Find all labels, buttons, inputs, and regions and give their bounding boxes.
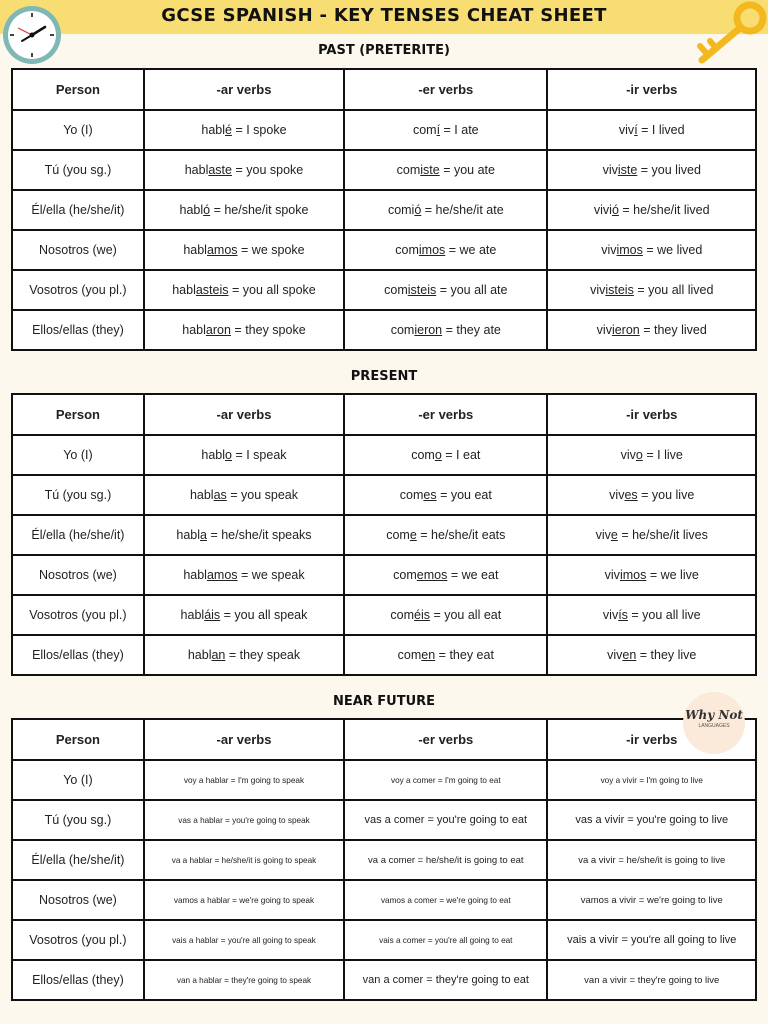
translation: = you ate	[439, 163, 495, 177]
table-row	[12, 515, 756, 555]
verb-stem: comi	[387, 203, 415, 217]
translation: = they live	[636, 648, 697, 662]
verb-ending: ó	[414, 203, 422, 217]
verb-stem: viv	[604, 568, 620, 582]
conjugation-cell: voy a hablar = I'm going to speak	[144, 760, 344, 800]
translation: = they spoke	[230, 323, 306, 337]
conjugation-cell	[144, 635, 344, 675]
conjugation-cell: va a vivir = he/she/it is going to live	[547, 840, 756, 880]
header-row	[12, 69, 756, 110]
table-row	[12, 475, 756, 515]
translation: = you all eat	[429, 608, 502, 622]
translation: = you speak	[226, 488, 299, 502]
verb-stem: com	[390, 608, 414, 622]
verb-stem: viv	[602, 163, 618, 177]
table-row	[12, 920, 756, 960]
conjugation-cell: voy a vivir = I'm going to live	[547, 760, 756, 800]
conjugation-cell	[144, 150, 344, 190]
conjugation-cell	[344, 555, 547, 595]
translation: = I ate	[440, 123, 479, 137]
conjugation-cell: vamos a hablar = we're going to speak	[144, 880, 344, 920]
header-row	[12, 719, 756, 760]
verb-stem: com	[412, 123, 437, 137]
verb-stem: habl	[183, 243, 207, 257]
table-row	[12, 880, 756, 920]
conjugation-cell	[547, 150, 756, 190]
verb-stem: viv	[607, 648, 623, 662]
table-row	[12, 435, 756, 475]
verb-ending: ó	[611, 203, 619, 217]
conjugation-cell	[144, 435, 344, 475]
translation: = I live	[642, 448, 683, 462]
verb-ending: aste	[208, 163, 232, 177]
conjugation-cell: va a hablar = he/she/it is going to speak	[144, 840, 344, 880]
conjugation-cell: vais a comer = you're all going to eat	[344, 920, 547, 960]
translation: = he/she/it speaks	[206, 528, 312, 542]
translation: = we lived	[642, 243, 703, 257]
verb-ending: é	[225, 123, 232, 137]
table-row	[12, 270, 756, 310]
verb-stem: viv	[590, 283, 606, 297]
verb-ending: amos	[206, 243, 238, 257]
verb-stem: viv	[618, 123, 635, 137]
column-header: -er verbs	[344, 69, 547, 110]
column-header: -ar verbs	[144, 69, 344, 110]
verb-ending: o	[225, 448, 232, 462]
section-title-present: PRESENT	[350, 369, 418, 384]
table-row	[12, 960, 756, 1000]
conjugation-cell: vamos a vivir = we're going to live	[547, 880, 756, 920]
conjugation-cell	[547, 555, 756, 595]
column-header: -ir verbs	[547, 69, 756, 110]
present-table	[11, 393, 757, 676]
translation: = we spoke	[237, 243, 305, 257]
conjugation-cell	[144, 270, 344, 310]
conjugation-cell	[344, 230, 547, 270]
conjugation-cell: vais a hablar = you're all going to speak	[144, 920, 344, 960]
person-cell: Ellos/ellas (they)	[12, 960, 144, 1000]
translation: = they ate	[442, 323, 501, 337]
translation: = you live	[637, 488, 695, 502]
conjugation-cell	[144, 110, 344, 150]
verb-stem: viv	[596, 323, 612, 337]
verb-ending: í	[436, 123, 441, 137]
conjugation-cell	[344, 310, 547, 350]
conjugation-cell	[144, 555, 344, 595]
table-row	[12, 230, 756, 270]
verb-stem: habl	[201, 123, 226, 137]
conjugation-cell	[547, 635, 756, 675]
conjugation-cell	[344, 635, 547, 675]
person-cell: Tú (you sg.)	[12, 150, 144, 190]
conjugation-cell: van a comer = they're going to eat	[344, 960, 547, 1000]
translation: = I speak	[231, 448, 287, 462]
translation: = you lived	[637, 163, 701, 177]
column-header: -er verbs	[344, 394, 547, 435]
translation: = I lived	[637, 123, 685, 137]
conjugation-cell	[144, 310, 344, 350]
translation: = you eat	[436, 488, 492, 502]
conjugation-cell	[547, 595, 756, 635]
column-header: -er verbs	[344, 719, 547, 760]
translation: = they speak	[225, 648, 301, 662]
verb-stem: habl	[201, 448, 226, 462]
past-table	[11, 68, 757, 351]
verb-stem: viv	[602, 608, 619, 622]
verb-stem: habl	[179, 203, 204, 217]
logo-text: Why Not	[685, 708, 743, 722]
verb-ending: e	[610, 528, 618, 542]
verb-stem: com	[393, 568, 417, 582]
conjugation-cell	[547, 515, 756, 555]
conjugation-cell	[344, 190, 547, 230]
verb-ending: ó	[203, 203, 211, 217]
translation: = he/she/it lived	[618, 203, 710, 217]
verb-ending: en	[421, 648, 436, 662]
column-header: Person	[12, 719, 144, 760]
table-row	[12, 110, 756, 150]
verb-ending: a	[200, 528, 207, 542]
conjugation-cell	[144, 475, 344, 515]
verb-stem: com	[386, 528, 410, 542]
translation: = they lived	[639, 323, 707, 337]
verb-ending: en	[622, 648, 637, 662]
column-header: Person	[12, 69, 144, 110]
verb-ending: emos	[416, 568, 448, 582]
conjugation-cell: vas a vivir = you're going to live	[547, 800, 756, 840]
conjugation-cell	[344, 595, 547, 635]
conjugation-cell	[547, 435, 756, 475]
page-title: GCSE SPANISH - KEY TENSES CHEAT SHEET	[161, 5, 607, 26]
conjugation-cell	[344, 110, 547, 150]
conjugation-cell	[547, 475, 756, 515]
verb-stem: habl	[180, 608, 205, 622]
conjugation-cell	[547, 230, 756, 270]
why-not-logo	[683, 692, 745, 754]
person-cell: Vosotros (you pl.)	[12, 920, 144, 960]
translation: = he/she/it spoke	[210, 203, 309, 217]
conjugation-cell	[144, 515, 344, 555]
verb-ending: o	[434, 448, 442, 462]
column-header: -ir verbs	[547, 719, 756, 760]
translation: = you spoke	[232, 163, 304, 177]
conjugation-cell: vais a vivir = you're all going to live	[547, 920, 756, 960]
verb-stem: habl	[189, 488, 214, 502]
verb-stem: habl	[187, 648, 212, 662]
verb-stem: com	[397, 648, 422, 662]
person-cell: Nosotros (we)	[12, 555, 144, 595]
person-cell: Vosotros (you pl.)	[12, 595, 144, 635]
conjugation-cell	[547, 190, 756, 230]
verb-stem: com	[395, 243, 419, 257]
column-header: -ar verbs	[144, 719, 344, 760]
verb-ending: an	[211, 648, 226, 662]
verb-ending: o	[635, 448, 643, 462]
translation: = you all lived	[633, 283, 714, 297]
verb-ending: as	[213, 488, 227, 502]
conjugation-cell: vamos a comer = we're going to eat	[344, 880, 547, 920]
verb-ending: imos	[619, 568, 647, 582]
conjugation-cell	[144, 595, 344, 635]
person-cell: Nosotros (we)	[12, 880, 144, 920]
section-title-near-future: NEAR FUTURE	[332, 694, 436, 709]
person-cell: Tú (you sg.)	[12, 800, 144, 840]
person-cell: Él/ella (he/she/it)	[12, 190, 144, 230]
table-row	[12, 190, 756, 230]
table-row	[12, 150, 756, 190]
section-title-past: PAST (PRETERITE)	[318, 43, 450, 58]
header-row	[12, 394, 756, 435]
person-cell: Nosotros (we)	[12, 230, 144, 270]
conjugation-cell	[344, 475, 547, 515]
verb-ending: éis	[414, 608, 430, 622]
table-row	[12, 595, 756, 635]
person-cell: Tú (you sg.)	[12, 475, 144, 515]
person-cell: Yo (I)	[12, 110, 144, 150]
translation: = he/she/it ate	[421, 203, 504, 217]
translation: = he/she/it lives	[617, 528, 708, 542]
translation: = they eat	[435, 648, 494, 662]
logo-subtext: LANGUAGES	[698, 723, 730, 729]
column-header: Person	[12, 394, 144, 435]
verb-stem: com	[396, 163, 421, 177]
verb-ending: aron	[205, 323, 231, 337]
verb-stem: viv	[595, 528, 611, 542]
verb-ending: asteis	[195, 283, 229, 297]
person-cell: Ellos/ellas (they)	[12, 310, 144, 350]
verb-ending: ieron	[611, 323, 640, 337]
verb-stem: vivi	[593, 203, 612, 217]
verb-stem: com	[390, 323, 415, 337]
table-row	[12, 635, 756, 675]
table-row	[12, 555, 756, 595]
verb-ending: áis	[204, 608, 221, 622]
verb-stem: habl	[182, 323, 206, 337]
translation: = you all ate	[436, 283, 508, 297]
conjugation-cell: vas a hablar = you're going to speak	[144, 800, 344, 840]
translation: = we eat	[447, 568, 499, 582]
person-cell: Yo (I)	[12, 435, 144, 475]
near-future-table	[11, 718, 757, 1001]
verb-ending: í	[634, 123, 638, 137]
translation: = I spoke	[231, 123, 287, 137]
conjugation-cell: van a hablar = they're going to speak	[144, 960, 344, 1000]
verb-stem: viv	[620, 448, 636, 462]
conjugation-cell	[547, 310, 756, 350]
verb-ending: es	[423, 488, 437, 502]
translation: = I eat	[441, 448, 481, 462]
person-cell: Vosotros (you pl.)	[12, 270, 144, 310]
translation: = you all spoke	[228, 283, 316, 297]
conjugation-cell	[547, 110, 756, 150]
verb-stem: habl	[176, 528, 201, 542]
person-cell: Él/ella (he/she/it)	[12, 515, 144, 555]
translation: = you all live	[627, 608, 701, 622]
verb-ending: imos	[616, 243, 643, 257]
conjugation-cell	[344, 515, 547, 555]
verb-stem: habl	[184, 163, 209, 177]
verb-ending: ieron	[414, 323, 443, 337]
verb-stem: com	[411, 448, 435, 462]
verb-ending: es	[624, 488, 638, 502]
verb-ending: amos	[206, 568, 238, 582]
translation: = we live	[646, 568, 699, 582]
table-row	[12, 840, 756, 880]
conjugation-cell: van a vivir = they're going to live	[547, 960, 756, 1000]
conjugation-cell: vas a comer = you're going to eat	[344, 800, 547, 840]
verb-ending: iste	[617, 163, 638, 177]
person-cell: Él/ella (he/she/it)	[12, 840, 144, 880]
conjugation-cell: va a comer = he/she/it is going to eat	[344, 840, 547, 880]
verb-ending: e	[409, 528, 417, 542]
conjugation-cell	[344, 270, 547, 310]
translation: = he/she/it eats	[416, 528, 506, 542]
translation: = we ate	[445, 243, 497, 257]
verb-ending: ís	[618, 608, 628, 622]
verb-stem: viv	[601, 243, 617, 257]
verb-stem: habl	[172, 283, 196, 297]
verb-stem: habl	[183, 568, 207, 582]
verb-stem: com	[399, 488, 424, 502]
column-header: -ir verbs	[547, 394, 756, 435]
conjugation-cell: voy a comer = I'm going to eat	[344, 760, 547, 800]
table-row	[12, 760, 756, 800]
verb-ending: imos	[418, 243, 446, 257]
person-cell: Yo (I)	[12, 760, 144, 800]
conjugation-cell	[144, 190, 344, 230]
person-cell: Ellos/ellas (they)	[12, 635, 144, 675]
verb-stem: viv	[609, 488, 625, 502]
column-header: -ar verbs	[144, 394, 344, 435]
verb-ending: iste	[420, 163, 440, 177]
verb-ending: isteis	[605, 283, 634, 297]
table-row	[12, 310, 756, 350]
conjugation-cell	[144, 230, 344, 270]
conjugation-cell	[547, 270, 756, 310]
conjugation-cell	[344, 435, 547, 475]
verb-ending: isteis	[407, 283, 437, 297]
translation: = you all speak	[220, 608, 308, 622]
translation: = we speak	[237, 568, 305, 582]
verb-stem: com	[384, 283, 408, 297]
table-row	[12, 800, 756, 840]
conjugation-cell	[344, 150, 547, 190]
